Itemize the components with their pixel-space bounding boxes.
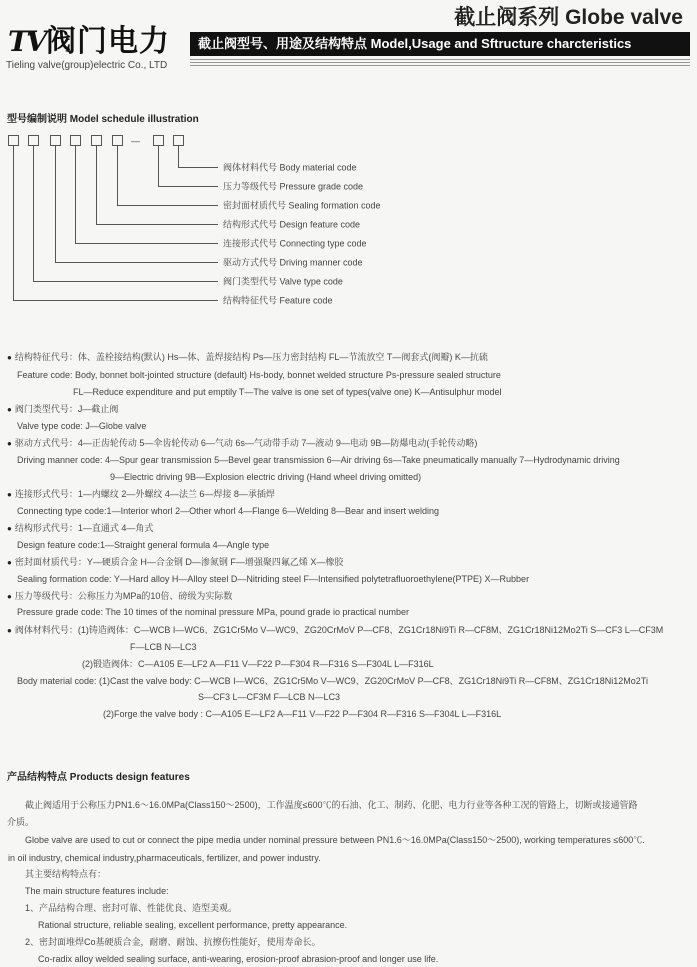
code-line: (2)锻造阀体：C—A105 E—LF2 A—F11 V—F22 P—F304 R—F316 S—F304L L—F316L bbox=[82, 659, 434, 669]
connector-line bbox=[14, 146, 219, 301]
connector-line bbox=[56, 146, 219, 263]
code-box bbox=[174, 136, 184, 146]
code-box bbox=[29, 136, 39, 146]
code-line: Valve type code: J—Globe valve bbox=[17, 421, 147, 431]
code-line: 9—Electric driving 9B—Explosion electric driving (Hand wheel driving omitted) bbox=[110, 472, 422, 482]
code-box bbox=[9, 136, 19, 146]
feature-line: Rational structure, reliable sealing, excellent performance, pretty appearance. bbox=[38, 920, 348, 930]
code-line: ● 结构特征代号：体、盖栓接结构(默认) Hs—体、盖焊接结构 Ps—压力密封结构 FL—节流放空 T—阀套式(阀瓣) K—抗硫 bbox=[7, 351, 488, 364]
divider bbox=[190, 59, 690, 60]
connector-line bbox=[179, 146, 219, 168]
code-box bbox=[113, 136, 123, 146]
code-line: Feature code: Body, bonnet bolt-jointed structure (default) Hs-body, bonnet welded structure Ps-pressure sealed structure bbox=[17, 370, 501, 380]
feature-line: 截止阀适用于公称压力PN1.6～16.0MPa(Class150～2500)，工作温度≤600℃的石油、化工、制药、化肥、电力行业等各种工况的管路上，切断或接通管路 bbox=[25, 800, 638, 810]
label-feature: 结构特征代号 Feature code bbox=[223, 295, 333, 306]
code-line: Pressure grade code: The 10 times of the nominal pressure MPa, pound grade io practical number bbox=[17, 607, 410, 617]
series-title: 截止阀系列 Globe valve bbox=[454, 6, 683, 29]
label-pressure-grade: 压力等级代号 Pressure grade code bbox=[223, 181, 364, 192]
code-line: ● 结构形式代号：1—直通式 4—角式 bbox=[7, 522, 153, 535]
code-box bbox=[51, 136, 61, 146]
feature-line: 其主要结构特点有： bbox=[25, 869, 107, 879]
code-box bbox=[92, 136, 102, 146]
code-line: (2)Forge the valve body : C—A105 E—LF2 A—F11 V—F22 P—F304 R—F316 S—F304L L—F316L bbox=[103, 709, 502, 719]
label-valve-type: 阀门类型代号 Valve type code bbox=[223, 276, 343, 287]
code-line: ● 阀门类型代号：J—截止阀 bbox=[7, 403, 118, 416]
feature-line: The main structure features include: bbox=[25, 886, 169, 896]
label-connecting: 连接形式代号 Connecting type code bbox=[223, 238, 367, 249]
feature-line: 1、产品结构合理、密封可靠、性能优良、造型美观。 bbox=[25, 903, 238, 913]
code-line: ● 密封面材质代号：Y—硬质合金 H—合金钢 D—渗氮钢 F—增强聚四氟乙烯 X—橡胶 bbox=[7, 556, 343, 569]
connector-line bbox=[159, 146, 219, 187]
logo-brand: 阀门电力 bbox=[46, 25, 170, 58]
divider bbox=[190, 65, 690, 66]
label-body-material: 阀体材料代号 Body material code bbox=[223, 162, 357, 173]
features-title: 产品结构特点 Products design features bbox=[7, 772, 190, 783]
model-diagram bbox=[0, 125, 420, 315]
label-sealing: 密封面材质代号 Sealing formation code bbox=[223, 200, 381, 211]
code-line: ● 连接形式代号：1—内螺纹 2—外螺纹 4—法兰 6—焊接 8—承插焊 bbox=[7, 488, 275, 501]
connector-line bbox=[34, 146, 219, 282]
connector-line bbox=[118, 146, 219, 206]
feature-line: 2、密封面堆焊Co基硬质合金，耐磨、耐蚀、抗擦伤性能好，使用寿命长。 bbox=[25, 937, 321, 947]
code-line: ● 驱动方式代号：4—正齿轮传动 5—伞齿轮传动 6—气动 6s—气动带手动 7—液动 9—电动 9B—防爆电动(手轮传动略) bbox=[7, 437, 477, 450]
code-line: Body material code: (1)Cast the valve body: C—WCB I—WC6、ZG1Cr5Mo V—WC9、ZG20CrMoV P—CF8、ZG1Cr18Ni9Ti R—CF8M、ZG1Cr18Ni12Mo2Ti bbox=[17, 676, 648, 686]
label-driving: 驱动方式代号 Driving manner code bbox=[223, 257, 363, 268]
label-design-feature: 结构形式代号 Design feature code bbox=[223, 219, 361, 230]
code-line: Design feature code:1—Straight general formula 4—Angle type bbox=[17, 540, 270, 550]
divider bbox=[190, 62, 690, 63]
code-line: F—LCB N—LC3 bbox=[130, 642, 197, 652]
logo-mark: TV bbox=[8, 25, 45, 58]
model-title: 型号编制说明 Model schedule illustration bbox=[7, 114, 199, 125]
feature-line: Co-radix alloy welded sealing surface, anti-wearing, erosion-proof abrasion-proof and longer use life. bbox=[38, 954, 439, 964]
code-box bbox=[154, 136, 164, 146]
code-line: S—CF3 L—CF3M F—LCB N—LC3 bbox=[198, 692, 341, 702]
code-line: Driving manner code: 4—Spur gear transmission 5—Bevel gear transmission 6—Air driving 6s—Take pneumatically manually 7—Hydrodynamic driving bbox=[17, 455, 620, 465]
code-line: Sealing formation code: Y—Hard alloy H—Alloy steel D—Nitriding steel F—Intensified polytetrafluoroethylene(PTPE) X—Rubber bbox=[17, 574, 530, 584]
code-line: FL—Reduce expenditure and put emptily T—The valve is one set of types(valve one) K—Antisulphur model bbox=[73, 387, 502, 397]
code-line: ● 阀体材料代号：(1)铸造阀体：C—WCB I—WC6、ZG1Cr5Mo V—WC9、ZG20CrMoV P—CF8、ZG1Cr18Ni9Ti R—CF8M、ZG1Cr18Ni12Mo2Ti S—CF3 L—CF3M bbox=[7, 624, 663, 637]
feature-line: 介质。 bbox=[7, 817, 35, 827]
company-name: Tieling valve(group)electric Co., LTD bbox=[6, 60, 168, 71]
connector-line bbox=[97, 146, 219, 225]
feature-line: Globe valve are used to cut or connect the pipe media under nominal pressure between PN1.6～16.0MPa(Class150～2500), working temperatures ≤600℃. bbox=[25, 835, 645, 845]
code-box bbox=[71, 136, 81, 146]
feature-line: in oil industry, chemical industry,pharmaceuticals, fertilizer, and power industry. bbox=[8, 853, 321, 863]
section-banner: 截止阀型号、用途及结构特点 Model,Usage and Sftructure charcteristics bbox=[190, 32, 690, 56]
code-line: Connecting type code:1—Interior whorl 2—Other whorl 4—Flange 6—Welding 8—Bear and insert welding bbox=[17, 506, 440, 516]
dash: — bbox=[131, 136, 140, 146]
code-line: ● 压力等级代号：公称压力为MPa的10倍、磅级为实际数 bbox=[7, 590, 232, 603]
